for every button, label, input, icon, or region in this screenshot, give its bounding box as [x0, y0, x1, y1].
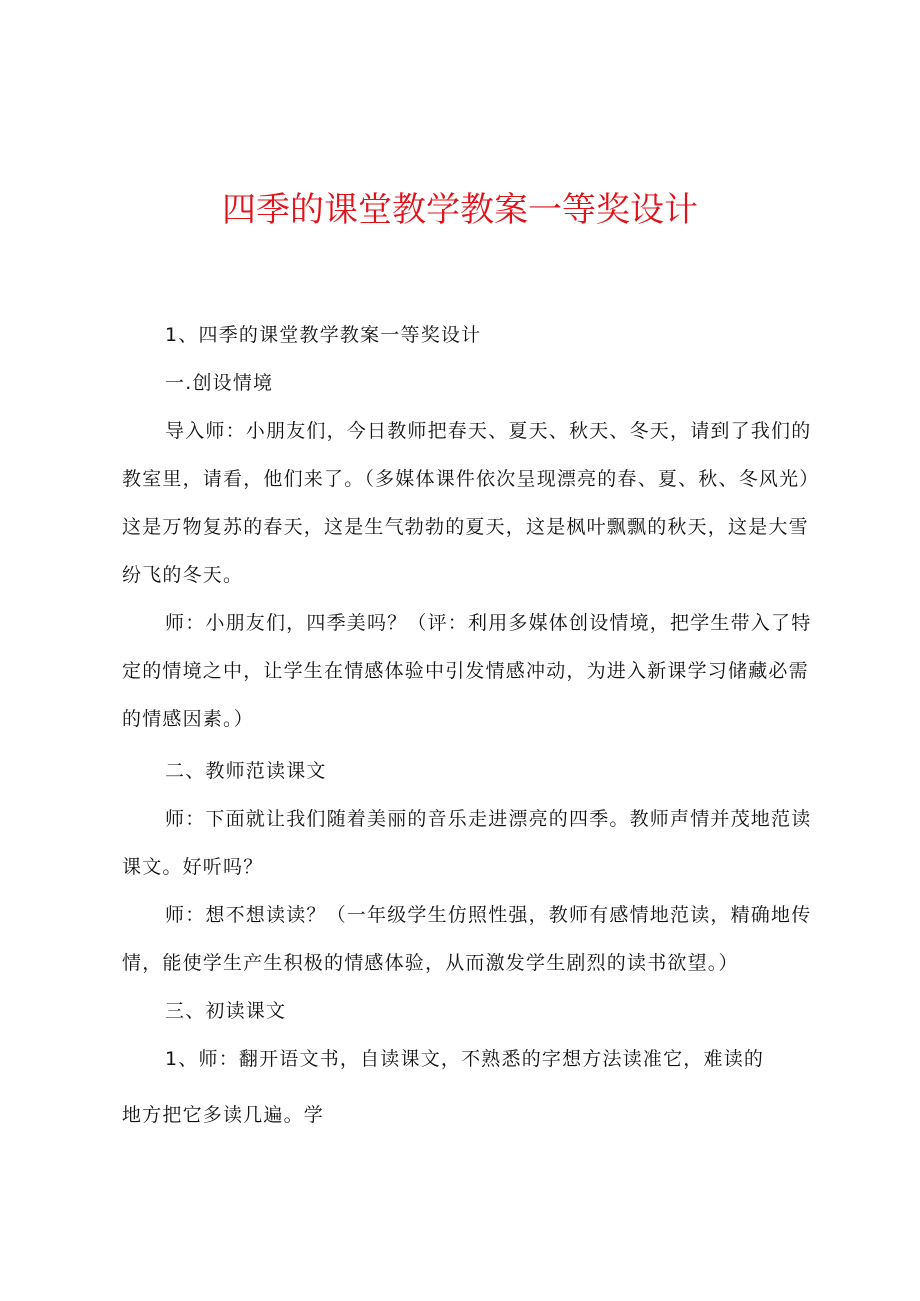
paragraph-line: 1、师：翻开语文书，自读课文，不熟悉的字想方法读准它，难读的 [165, 1048, 765, 1070]
paragraph-line: 教室里，请看，他们来了。（多媒体课件依次呈现漂亮的春、夏、秋、冬风光） [122, 468, 820, 490]
document-title: 四季的课堂教学教案一等奖设计 [222, 190, 698, 230]
paragraph-line: 师：小朋友们，四季美吗？（评：利用多媒体创设情境，把学生带入了特 [165, 612, 812, 634]
paragraph-line: 地方把它多读几遍。学 [122, 1104, 325, 1126]
paragraph-line: 纷飞的冬天。 [122, 564, 244, 586]
paragraph-line: 的情感因素。） [122, 708, 254, 730]
section-heading-1: 1、四季的课堂教学教案一等奖设计 [165, 324, 482, 346]
paragraph-line: 情，能使学生产生积极的情感体验，从而激发学生剧烈的读书欲望。） [122, 952, 739, 974]
paragraph-line: 课文。好听吗？ [122, 856, 264, 878]
subsection-heading: 三、初读课文 [165, 1000, 287, 1022]
paragraph-line: 导入师：小朋友们，今日教师把春天、夏天、秋天、冬天，请到了我们的 [165, 420, 812, 442]
paragraph-line: 定的情境之中，让学生在情感体验中引发情感冲动，为进入新课学习储藏必需 [122, 660, 809, 682]
paragraph-line: 师：想不想读读？（一年级学生仿照性强，教师有感情地范读，精确地传 [165, 904, 812, 926]
subsection-heading: 一.创设情境 [165, 372, 274, 394]
paragraph-line: 师：下面就让我们随着美丽的音乐走进漂亮的四季。教师声情并茂地范读 [165, 808, 812, 830]
subsection-heading: 二、教师范读课文 [165, 760, 327, 782]
paragraph-line: 这是万物复苏的春天，这是生气勃勃的夏天，这是枫叶飘飘的秋天，这是大雪 [122, 516, 809, 538]
